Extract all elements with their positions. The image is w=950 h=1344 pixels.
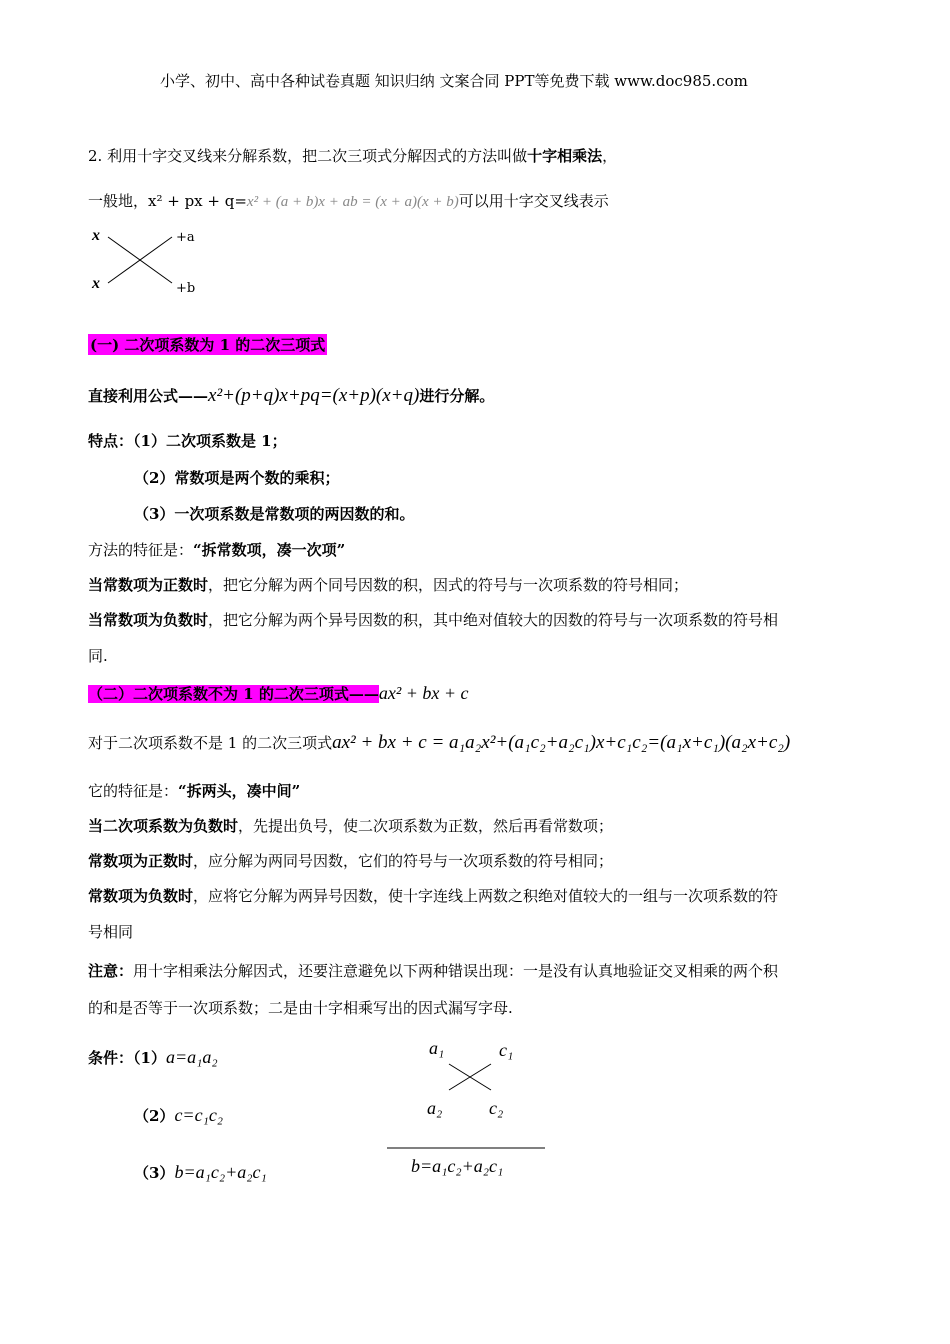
- condition-1: 条件：（1）a=a₁a₂: [88, 1047, 218, 1067]
- rule-negative-constant-cont: 号相同: [88, 923, 134, 941]
- characteristic-line: 它的特征是：“拆两头，凑中间”: [88, 782, 301, 800]
- feature-2: （2）常数项是两个数的乘积；: [134, 469, 340, 487]
- condition-2: （2）c=c₁c₂: [134, 1105, 224, 1125]
- direct-formula: x²+(p+q)x+pq=(x+p)(x+q): [208, 385, 420, 406]
- cross1-right-bottom: +b: [176, 281, 196, 296]
- cross2-right-top: c₁: [499, 1040, 514, 1060]
- note-line: 注意：用十字相乘法分解因式，还要注意避免以下两种错误出现：一是没有认真地验证交叉相乘的两个积: [88, 962, 779, 980]
- cross1-left-bottom: x: [92, 275, 100, 292]
- intro-line-1: 2. 利用十字交叉线来分解系数，把二次三项式分解因式的方法叫做十字相乘法，: [88, 147, 618, 165]
- rule-positive-constant: 常数项为正数时，应分解为两同号因数，它们的符号与一次项系数的符号相同；: [88, 852, 614, 870]
- section-1-heading: (一) 二次项系数为 1 的二次三项式: [90, 336, 326, 354]
- cross2-result: b=a₁c₂+a₂c₁: [411, 1156, 504, 1176]
- cross1-left-top: x: [92, 227, 100, 244]
- cross2-left-top: a₁: [429, 1038, 445, 1058]
- rule-negative-leading: 当二次项系数为负数时，先提出负号，使二次项系数为正数，然后再看常数项；: [88, 817, 614, 835]
- rule-negative-constant: 常数项为负数时，应将它分解为两异号因数，使十字连线上两数之积绝对值较大的一组与一次项系数的符: [88, 887, 779, 905]
- cross-diagram-2: [385, 1036, 555, 1186]
- cross2-right-bottom: c₂: [489, 1098, 504, 1118]
- positive-constant-rule: 当常数项为正数时，把它分解为两个同号因数的积，因式的符号与一次项系数的符号相同；: [88, 576, 689, 594]
- negative-constant-rule: 当常数项为负数时，把它分解为两个异号因数的积，其中绝对值较大的因数的符号与一次项系数的符号相: [88, 611, 779, 629]
- general-case-formula: ax² + bx + c = a₁a₂x²+(a₁c₂+a₂c₁)x+c₁c₂=(a₁x+c₁)(a₂x+c₂): [332, 732, 791, 753]
- cross2-left-bottom: a₂: [427, 1098, 443, 1118]
- section-2-heading-line: [88, 683, 469, 704]
- page-header: 小学、初中、高中各种试卷真题 知识归纳 文案合同 PPT等免费下载 www.doc985.com: [160, 72, 748, 90]
- cross-diagram-1: [88, 225, 238, 300]
- method-line: 方法的特征是：“拆常数项，凑一次项”: [88, 541, 346, 559]
- cross1-lines: [88, 225, 238, 300]
- section-2-formula: ax² + bx + c: [378, 683, 469, 703]
- condition-3: （3）b=a₁c₂+a₂c₁: [134, 1162, 267, 1182]
- section-2-heading: （二）二次项系数不为 1 的二次三项式——: [88, 685, 379, 703]
- negative-constant-rule-cont: 同.: [88, 647, 108, 665]
- feature-3: （3）一次项系数是常数项的两因数的和。: [134, 505, 415, 523]
- intro-line-2: 一般地，x² + px + q=x² + (a + b)x + ab = (x + a)(x + b)可以用十字交叉线表示: [88, 192, 609, 210]
- term-cross-multiplication: 十字相乘法: [527, 147, 603, 165]
- direct-formula-line: 直接利用公式——x²+(p+q)x+pq=(x+p)(x+q)进行分解。: [88, 385, 495, 406]
- features-line-1: 特点：（1）二次项系数是 1；: [88, 432, 287, 450]
- general-formula: x² + (a + b)x + ab = (x + a)(x + b): [246, 194, 459, 210]
- note-line-cont: 的和是否等于一次项系数；二是由十字相乘写出的因式漏写字母.: [88, 999, 513, 1017]
- cross1-right-top: +a: [176, 230, 195, 245]
- general-case-line: 对于二次项系数不是 1 的二次三项式ax² + bx + c = a₁a₂x²+(a₁c₂+a₂c₁)x+c₁c₂=(a₁x+c₁)(a₂x+c₂): [88, 732, 791, 753]
